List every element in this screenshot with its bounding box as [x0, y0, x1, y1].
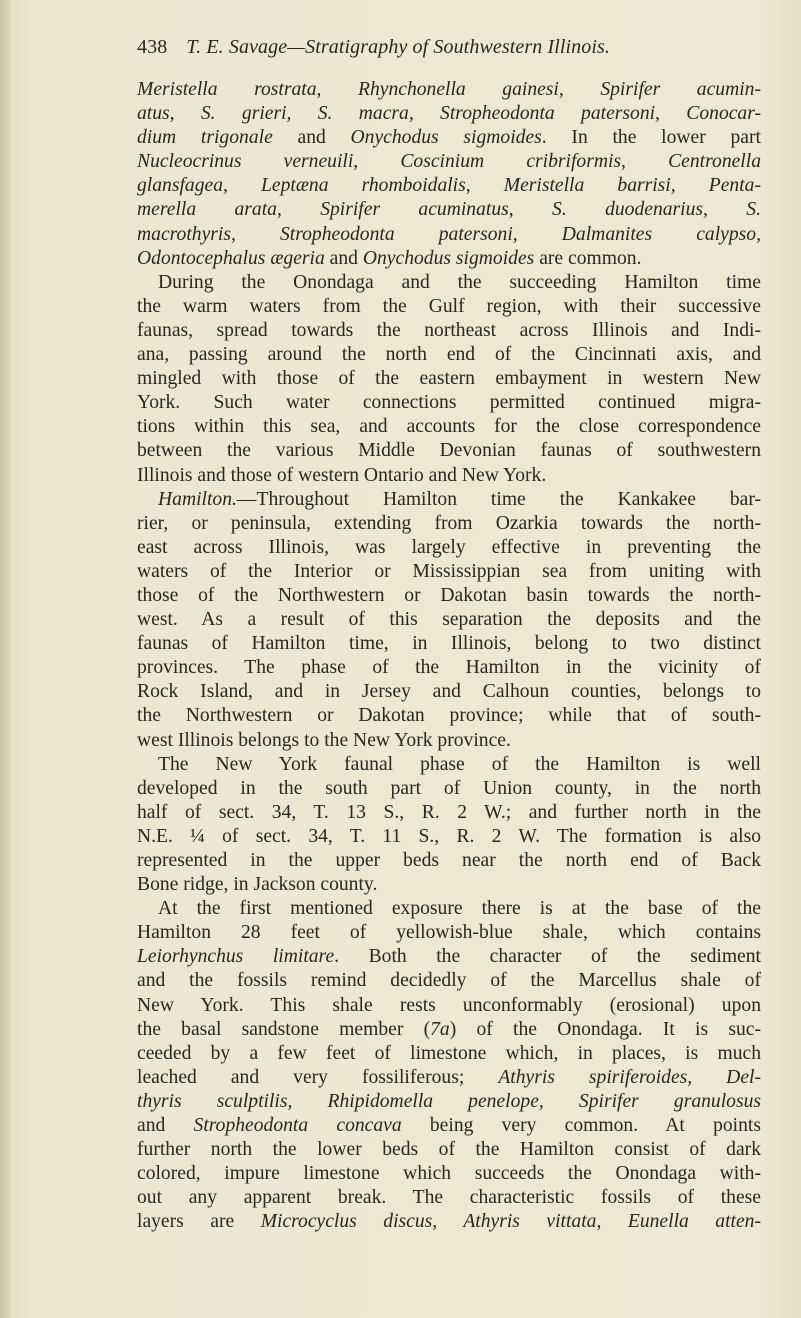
text-line	[137, 78, 761, 102]
text-run: Bone ridge, in Jackson county.	[137, 874, 378, 896]
italic-text: Leiorhynchus limitare	[137, 946, 335, 968]
text-run: During the Onondaga and the succeeding Hamilton time	[158, 271, 761, 293]
text-run: being very common. At points	[401, 1115, 761, 1137]
text-run: rier, or peninsula, extending from Ozarkia towards the north-	[137, 512, 761, 534]
text-run: east across Illinois, was largely effective in preventing the	[137, 536, 761, 558]
italic-text: merella arata, Spirifer acuminatus, S. duodenarius, S.	[137, 199, 761, 221]
text-line	[137, 1138, 761, 1162]
text-run: provinces. The phase of the Hamilton in the vicinity of	[137, 657, 761, 679]
running-title: T. E. Savage—Stratigraphy of Southwestern Illinois.	[186, 36, 611, 58]
text-line	[137, 945, 761, 969]
text-line	[137, 126, 761, 150]
running-header	[137, 36, 757, 59]
italic-text: Nucleocrinus verneuili, Coscinium cribriformis, Centronella	[137, 151, 761, 173]
text-run: Hamilton 28 feet of yellowish-blue shale, which contains	[137, 922, 761, 944]
text-line	[137, 391, 761, 415]
text-run: out any apparent break. The characteristic fossils of these	[137, 1187, 761, 1209]
text-line	[137, 271, 761, 295]
text-line	[137, 223, 761, 247]
text-run: Rock Island, and in Jersey and Calhoun counties, belongs to	[137, 681, 761, 703]
text-run: west. As a result of this separation the deposits and the	[137, 609, 761, 631]
text-run: waters of the Interior or Mississippian sea from uniting with	[137, 560, 761, 582]
text-run: colored, impure limestone which succeeds the Onondaga with-	[137, 1163, 761, 1185]
text-line	[137, 608, 761, 632]
text-run: layers are	[137, 1211, 261, 1233]
italic-text: Microcyclus discus, Athyris vittata, Eunella atten-	[260, 1211, 761, 1233]
text-line	[137, 198, 761, 222]
text-line	[137, 1186, 761, 1210]
text-line	[137, 150, 761, 174]
text-run: faunas, spread towards the northeast across Illinois and Indi-	[137, 319, 761, 341]
text-line	[137, 536, 761, 560]
text-line	[137, 1018, 761, 1042]
text-line	[137, 512, 761, 536]
text-run: are common.	[534, 247, 642, 269]
text-run: and	[137, 1115, 194, 1137]
text-line	[137, 873, 761, 897]
text-run: the warm waters from the Gulf region, with their successive	[137, 295, 761, 317]
text-run: York. Such water connections permitted continued migra-	[137, 392, 761, 414]
text-run: developed in the south part of Union county, in the north	[137, 777, 761, 799]
text-line	[137, 1090, 761, 1114]
text-run: N.E. ¼ of sect. 34, T. 11 S., R. 2 W. The formation is also	[137, 825, 761, 847]
text-line	[137, 439, 761, 463]
text-line	[137, 656, 761, 680]
italic-text: Onychodus sigmoides	[362, 247, 535, 269]
text-line	[137, 102, 761, 126]
text-run: tions within this sea, and accounts for the close correspondence	[137, 416, 761, 438]
text-line	[137, 1210, 761, 1234]
italic-text: atus, S. grieri, S. macra, Stropheodonta patersoni, Conocar-	[137, 103, 761, 125]
text-line	[137, 295, 761, 319]
italic-text: Stropheodonta concava	[193, 1115, 402, 1137]
page-binding-edge	[0, 0, 10, 1318]
text-run: those of the Northwestern or Dakotan basin towards the north-	[137, 584, 761, 606]
text-line	[137, 897, 761, 921]
text-run: At the first mentioned exposure there is at the base of the	[158, 898, 761, 920]
text-run: represented in the upper beds near the north end of Back	[137, 850, 761, 871]
text-run: west Illinois belongs to the New York province.	[137, 729, 511, 751]
italic-text: Athyris spiriferoides, Del-	[498, 1066, 761, 1088]
text-line	[137, 415, 761, 439]
text-line	[137, 1114, 761, 1138]
body-text	[137, 78, 761, 1235]
text-line	[137, 729, 761, 753]
text-line	[137, 680, 761, 704]
text-line	[137, 632, 761, 656]
text-line	[137, 753, 761, 777]
text-run: between the various Middle Devonian faunas of southwestern	[137, 440, 761, 462]
text-line	[137, 1042, 761, 1066]
text-line	[137, 704, 761, 728]
italic-text: Odontocephalus ægeria	[137, 247, 325, 269]
text-line	[137, 994, 761, 1018]
italic-text: macrothyris, Stropheodonta patersoni, Dalmanites calypso,	[137, 223, 761, 245]
text-run: and	[272, 127, 351, 149]
italic-text: 7a	[430, 1018, 450, 1040]
text-run: and the fossils remind decidedly of the Marcellus shale of	[137, 970, 761, 992]
text-line	[137, 247, 761, 271]
text-run: ana, passing around the north end of the Cincinnati axis, and	[137, 344, 761, 366]
text-line	[137, 921, 761, 945]
text-line	[137, 488, 761, 512]
italic-text: thyris sculptilis, Rhipidomella penelope, Spirifer granulosus	[137, 1090, 761, 1112]
text-line	[137, 174, 761, 198]
text-run: mingled with those of the eastern embayment in western New	[137, 368, 761, 390]
text-run: and	[324, 247, 363, 269]
text-run: . Both the character of the sediment	[334, 946, 761, 968]
text-run: faunas of Hamilton time, in Illinois, belong to two distinct	[137, 633, 761, 655]
text-line	[137, 849, 761, 873]
italic-text: Onychodus sigmoides	[350, 127, 542, 149]
text-line	[137, 777, 761, 801]
text-line	[137, 367, 761, 391]
text-run: ) of the Onondaga. It is suc-	[449, 1018, 761, 1040]
text-run: Illinois and those of western Ontario and New York.	[137, 464, 547, 486]
text-line	[137, 464, 761, 488]
text-run: New York. This shale rests unconformably (erosional) upon	[137, 994, 761, 1016]
italic-text: Hamilton.	[158, 488, 237, 510]
text-line	[137, 319, 761, 343]
text-run: ceeded by a few feet of limestone which, in places, is much	[137, 1042, 761, 1064]
text-run: The New York faunal phase of the Hamilton is well	[158, 753, 761, 775]
text-line	[137, 969, 761, 993]
text-line	[137, 560, 761, 584]
text-line	[137, 584, 761, 608]
text-line	[137, 825, 761, 849]
page-number: 438	[137, 36, 168, 58]
text-run: —Throughout Hamilton time the Kankakee bar-	[236, 488, 761, 510]
text-line	[137, 1162, 761, 1186]
italic-text: dium trigonale	[137, 127, 273, 149]
italic-text: glansfagea, Leptæna rhomboidalis, Meristella barrisi, Penta-	[137, 175, 761, 197]
text-line	[137, 343, 761, 367]
text-run: . In the lower part	[541, 127, 761, 149]
text-run: the basal sandstone member (	[137, 1018, 431, 1040]
text-run: leached and very fossiliferous;	[137, 1066, 499, 1088]
text-run: further north the lower beds of the Hamilton consist of dark	[137, 1139, 761, 1161]
text-line	[137, 801, 761, 825]
italic-text: Meristella rostrata, Rhynchonella gainesi, Spirifer acumin-	[137, 79, 761, 100]
text-line	[137, 1066, 761, 1090]
text-run: half of sect. 34, T. 13 S., R. 2 W.; and further north in the	[137, 801, 761, 823]
text-run: the Northwestern or Dakotan province; while that of south-	[137, 705, 761, 727]
